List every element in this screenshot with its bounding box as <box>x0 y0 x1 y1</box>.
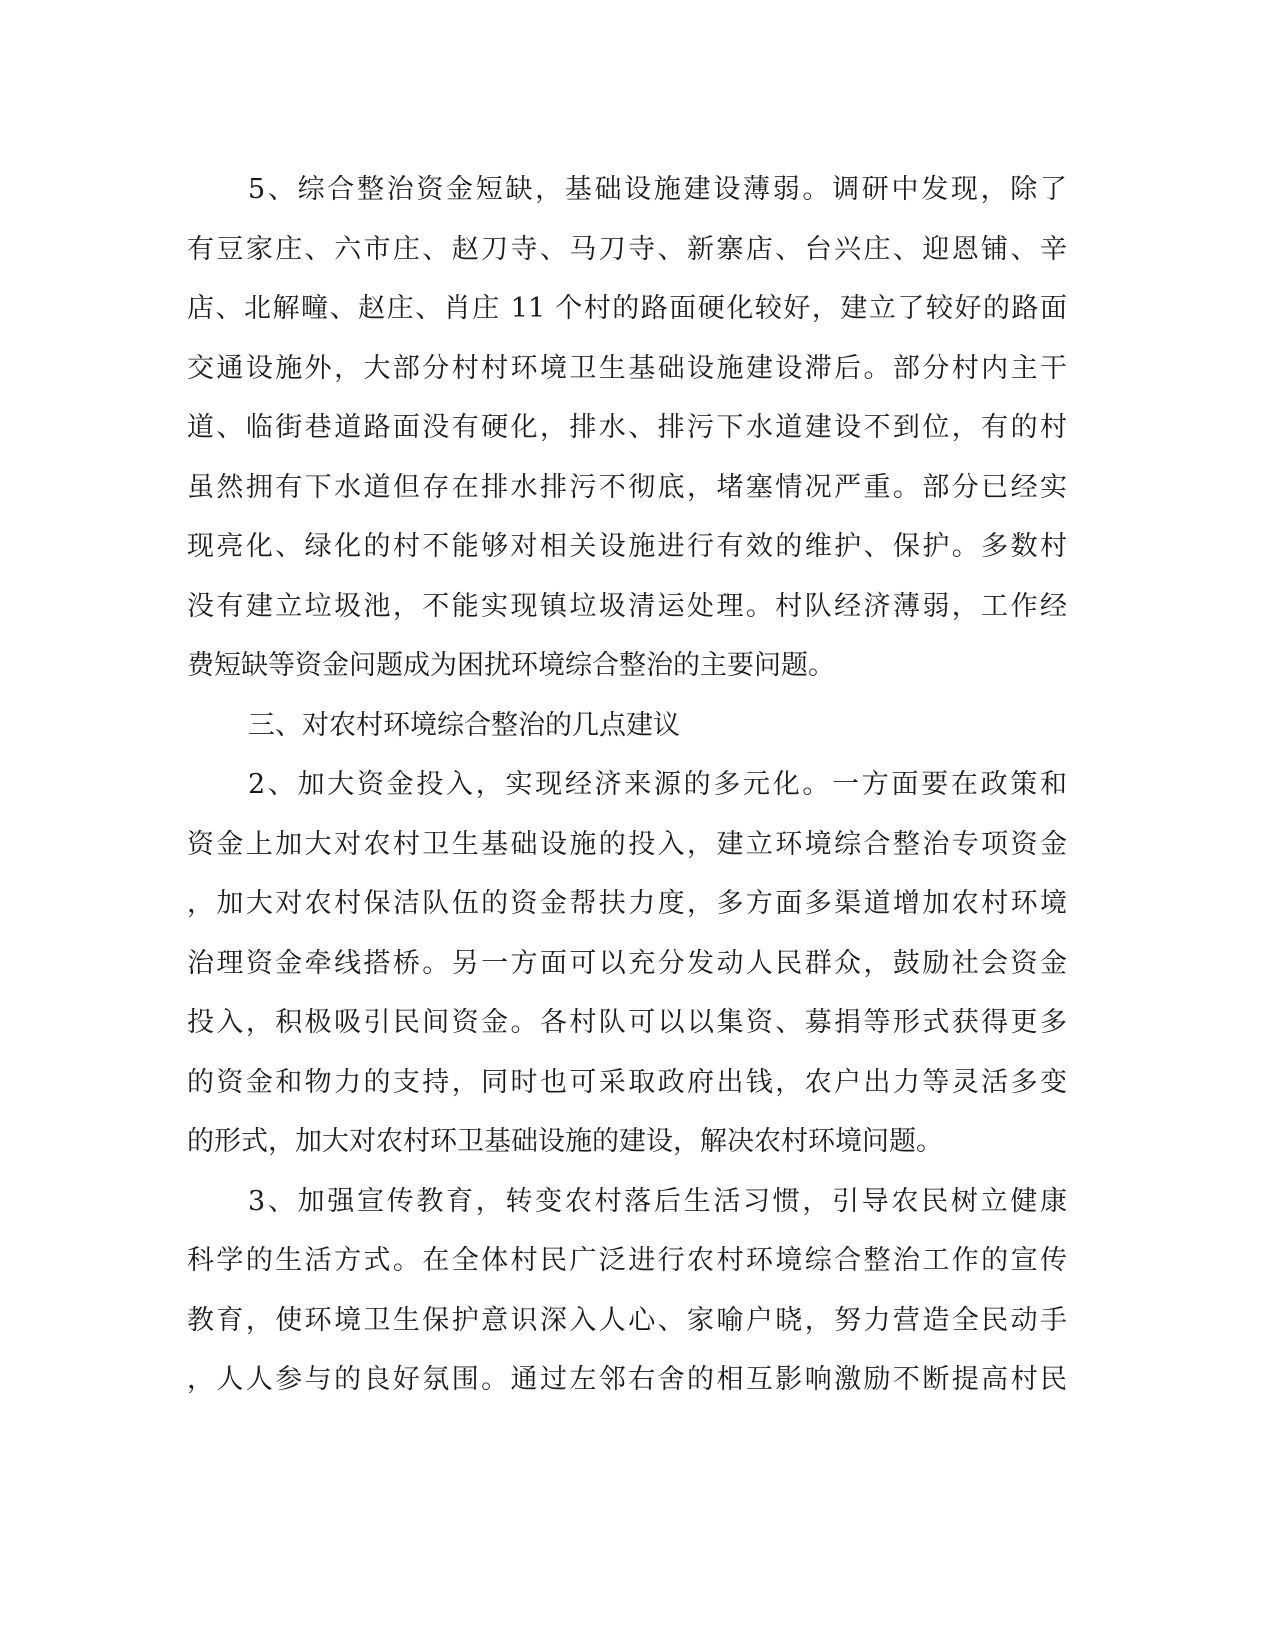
section-heading: 三、对农村环境综合整治的几点建议 <box>248 709 680 741</box>
paragraph-line: 交通设施外，大部分村村环境卫生基础设施建设滞后。部分村内主干 <box>187 352 1067 384</box>
paragraph-line: 的资金和物力的支持，同时也可采取政府出钱，农户出力等灵活多变 <box>187 1066 1067 1098</box>
document-body <box>187 160 1067 1410</box>
paragraph-line: 教育，使环境卫生保护意识深入人心、家喻户晓，努力营造全民动手 <box>187 1304 1067 1336</box>
paragraph-line: 有豆家庄、六市庄、赵刀寺、马刀寺、新寨店、台兴庄、迎恩铺、辛 <box>187 233 1067 265</box>
paragraph-line: ，加大对农村保洁队伍的资金帮扶力度，多方面多渠道增加农村环境 <box>187 888 1067 919</box>
paragraph-line: ，人人参与的良好氛围。通过左邻右舍的相互影响激励不断提高村民 <box>187 1364 1067 1395</box>
paragraph-line: 费短缺等资金问题成为困扰环境综合整治的主要问题。 <box>187 650 835 681</box>
paragraph-line: 资金上加大对农村卫生基础设施的投入，建立环境综合整治专项资金 <box>187 828 1067 860</box>
paragraph-line: 店、北解疃、赵庄、肖庄 11 个村的路面硬化较好，建立了较好的路面 <box>187 293 1067 324</box>
paragraph-line: 3、加强宣传教育，转变农村落后生活习惯，引导农民树立健康 <box>248 1185 1067 1217</box>
paragraph-line: 治理资金牵线搭桥。另一方面可以充分发动人民群众，鼓励社会资金 <box>187 947 1067 979</box>
paragraph-line: 虽然拥有下水道但存在排水排污不彻底，堵塞情况严重。部分已经实 <box>187 471 1067 503</box>
paragraph-line: 道、临街巷道路面没有硬化，排水、排污下水道建设不到位，有的村 <box>187 412 1067 443</box>
paragraph-line: 2、加大资金投入，实现经济来源的多元化。一方面要在政策和 <box>248 769 1067 800</box>
paragraph-line: 5、综合整治资金短缺，基础设施建设薄弱。调研中发现，除了 <box>248 174 1067 205</box>
paragraph-line: 的形式，加大对农村环卫基础设施的建设，解决农村环境问题。 <box>187 1126 943 1157</box>
paragraph-line: 没有建立垃圾池，不能实现镇垃圾清运处理。村队经济薄弱，工作经 <box>187 590 1067 622</box>
paragraph-line: 现亮化、绿化的村不能够对相关设施进行有效的维护、保护。多数村 <box>187 531 1067 562</box>
paragraph-line: 投入，积极吸引民间资金。各村队可以以集资、募捐等形式获得更多 <box>187 1007 1067 1038</box>
paragraph-line: 科学的生活方式。在全体村民广泛进行农村环境综合整治工作的宣传 <box>187 1245 1067 1276</box>
